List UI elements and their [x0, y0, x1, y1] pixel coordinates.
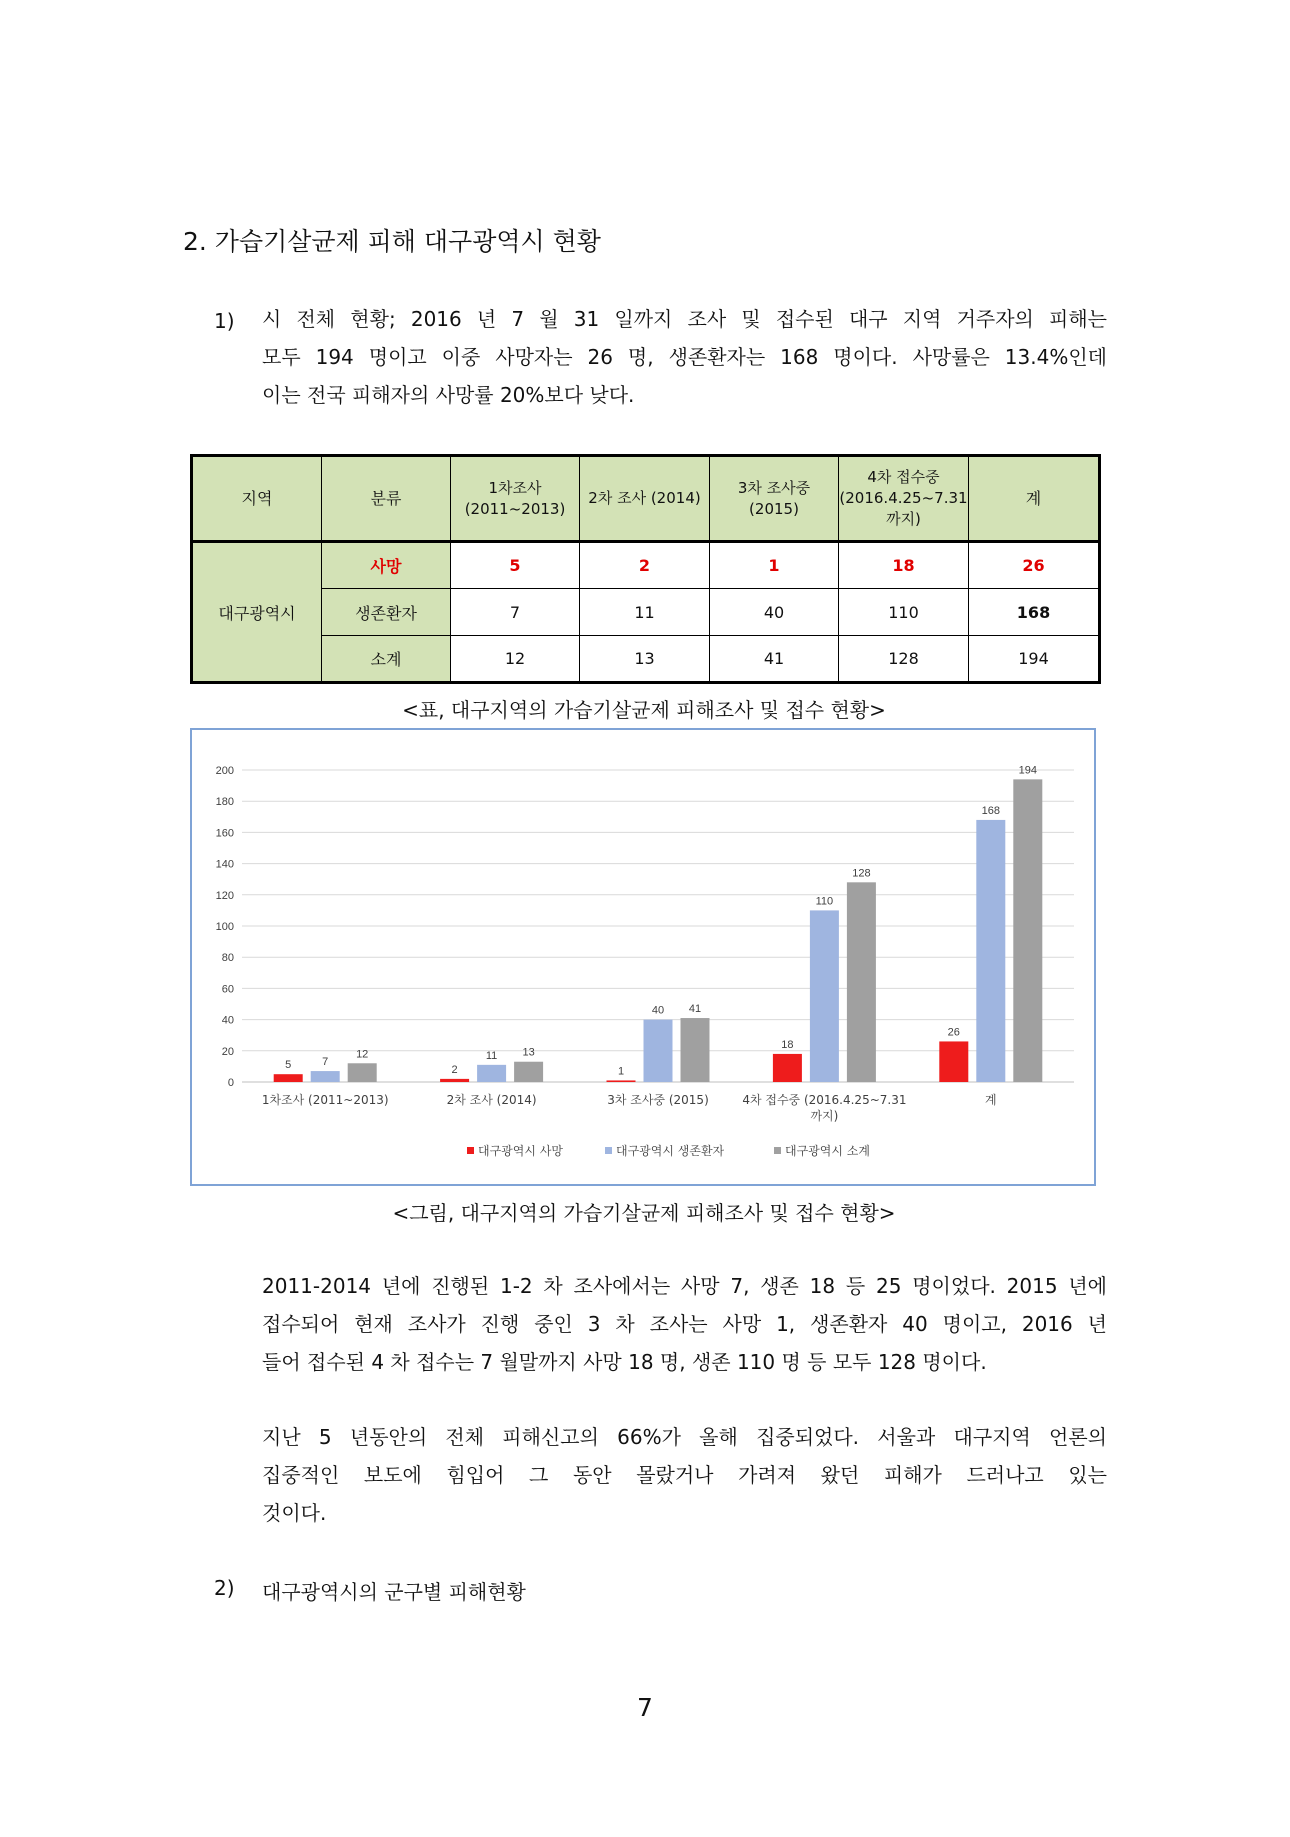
data-label: 110	[815, 895, 834, 908]
y-tick-label: 180	[215, 796, 234, 809]
header-total: 계	[969, 456, 1100, 542]
bar	[607, 1080, 636, 1082]
data-label: 128	[852, 867, 871, 880]
y-tick-label: 0	[227, 1077, 234, 1089]
chart-caption: <그림, 대구지역의 가습기살균제 피해조사 및 접수 현황>	[392, 1201, 896, 1225]
data-label: 13	[522, 1046, 535, 1059]
table-caption: <표, 대구지역의 가습기살균제 피해조사 및 접수 현황>	[402, 698, 886, 722]
bar	[681, 1018, 710, 1082]
header-survey-1: 1차조사 (2011~2013)	[451, 456, 580, 542]
table-cell: 128	[839, 636, 969, 683]
legend-swatch	[774, 1147, 781, 1154]
paragraph-2-line-2: 집중적인 보도에 힘입어 그 동안 몰랐거나 가려져 왔던 피해가 드러나고 있는	[262, 1463, 1107, 1487]
y-tick-label: 20	[221, 1045, 234, 1058]
x-tick-label: 3차 조사중 (2015)	[607, 1093, 709, 1107]
survey-table	[190, 454, 1101, 684]
table-cell: 110	[839, 589, 969, 636]
y-tick-label: 160	[215, 827, 234, 840]
page-number: 7	[637, 1693, 653, 1722]
table-cell: 12	[451, 636, 580, 683]
data-label: 194	[1018, 764, 1037, 777]
x-tick-label: 2차 조사 (2014)	[446, 1093, 537, 1107]
region-cell: 대구광역시	[192, 542, 322, 683]
section-heading: 2. 가습기살균제 피해 대구광역시 현황	[183, 227, 601, 256]
paragraph-1	[262, 1267, 1107, 1381]
table-cell: 41	[710, 636, 839, 683]
header-survey-2: 2차 조사 (2014)	[580, 456, 710, 542]
x-tick-label: 까지)	[810, 1109, 839, 1123]
y-tick-label: 200	[215, 765, 234, 777]
item-1-line-1: 시 전체 현황; 2016 년 7 월 31 일까지 조사 및 접수된 대구 지역 거주자의 피해는	[262, 307, 1107, 331]
data-label: 2	[451, 1063, 458, 1076]
table-row	[192, 589, 1100, 636]
legend-swatch	[467, 1147, 474, 1154]
x-tick-label: 계	[985, 1093, 997, 1107]
table-cell: 26	[969, 542, 1100, 589]
y-tick-label: 60	[221, 983, 234, 996]
data-label: 168	[981, 804, 1000, 817]
data-label: 41	[688, 1003, 702, 1016]
table-cell: 13	[580, 636, 710, 683]
paragraph-2	[262, 1418, 1107, 1532]
x-tick-label: 1차조사 (2011~2013)	[261, 1093, 389, 1107]
table-cell: 194	[969, 636, 1100, 683]
item-1-line-3: 이는 전국 피해자의 사망률 20%보다 낮다.	[262, 383, 635, 407]
table-cell: 7	[451, 589, 580, 636]
bar	[847, 882, 876, 1082]
data-label: 12	[356, 1048, 369, 1061]
header-survey-4: 4차 접수중 (2016.4.25~7.31 까지)	[839, 456, 969, 542]
legend-swatch	[605, 1147, 612, 1154]
paragraph-1-line-2: 접수되어 현재 조사가 진행 중인 3 차 조사는 사망 1, 생존환자 40 명이고, 2016 년	[262, 1312, 1107, 1336]
y-tick-label: 80	[221, 952, 234, 965]
data-label: 5	[285, 1059, 292, 1072]
table-cell: 168	[969, 589, 1100, 636]
table-cell: 40	[710, 589, 839, 636]
row-label-subtotal: 소계	[322, 636, 451, 683]
table-header-row	[192, 456, 1100, 542]
row-label-death: 사망	[322, 542, 451, 589]
header-survey-3: 3차 조사중 (2015)	[710, 456, 839, 542]
bar	[1013, 779, 1042, 1082]
header-region: 지역	[192, 456, 322, 542]
header-category: 분류	[322, 456, 451, 542]
item-number-1: 1)	[214, 309, 235, 333]
bar	[810, 910, 839, 1082]
table-cell: 1	[710, 542, 839, 589]
table-row	[192, 636, 1100, 683]
bar	[440, 1079, 469, 1082]
bar	[348, 1063, 377, 1082]
item-1-line-2: 모두 194 명이고 이중 사망자는 26 명, 생존환자는 168 명이다. 사망률은 13.4%인데	[262, 345, 1107, 369]
bar-chart	[190, 728, 1096, 1186]
paragraph-1-line-3: 들어 접수된 4 차 접수는 7 월말까지 사망 18 명, 생존 110 명 등 모두 128 명이다.	[262, 1350, 987, 1374]
table-cell: 11	[580, 589, 710, 636]
bar	[274, 1074, 303, 1082]
paragraph-1-line-1: 2011-2014 년에 진행된 1-2 차 조사에서는 사망 7, 생존 18 등 25 명이었다. 2015 년에	[262, 1274, 1107, 1298]
table-row	[192, 542, 1100, 589]
bar	[311, 1071, 340, 1082]
bar	[976, 820, 1005, 1082]
data-label: 11	[485, 1049, 498, 1062]
y-tick-label: 100	[215, 921, 234, 933]
table-cell: 2	[580, 542, 710, 589]
bar	[514, 1062, 543, 1082]
paragraph-2-line-1: 지난 5 년동안의 전체 피해신고의 66%가 올해 집중되었다. 서울과 대구지역 언론의	[262, 1425, 1107, 1449]
data-label: 18	[781, 1038, 794, 1051]
y-tick-label: 120	[215, 889, 234, 902]
table-cell: 5	[451, 542, 580, 589]
bar	[644, 1020, 673, 1082]
bar-chart-svg	[192, 730, 1098, 1188]
item-2-text: 대구광역시의 군구별 피해현황	[262, 1580, 526, 1604]
y-tick-label: 40	[221, 1014, 234, 1027]
item-number-2: 2)	[214, 1576, 235, 1600]
data-label: 40	[651, 1004, 665, 1017]
legend-label: 대구광역시 사망	[478, 1144, 563, 1158]
legend-label: 대구광역시 소계	[785, 1144, 870, 1158]
data-label: 7	[322, 1056, 329, 1069]
item-1-paragraph	[262, 300, 1107, 414]
row-label-survivor: 생존환자	[322, 589, 451, 636]
bar	[477, 1065, 506, 1082]
data-label: 26	[947, 1026, 960, 1039]
y-tick-label: 140	[215, 858, 234, 871]
x-tick-label: 4차 접수중 (2016.4.25~7.31	[742, 1093, 907, 1107]
bar	[773, 1054, 802, 1082]
paragraph-2-line-3: 것이다.	[262, 1501, 327, 1525]
legend-label: 대구광역시 생존환자	[616, 1144, 725, 1158]
table-cell: 18	[839, 542, 969, 589]
data-label: 1	[617, 1065, 625, 1078]
bar	[939, 1041, 968, 1082]
